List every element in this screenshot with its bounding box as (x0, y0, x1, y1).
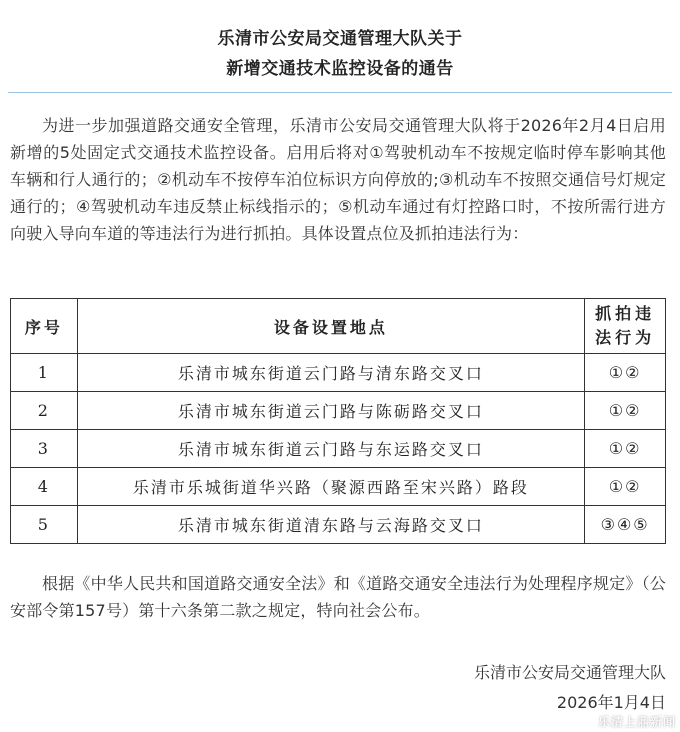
table-row (11, 354, 666, 392)
header-captured-violations (585, 299, 666, 354)
table-row (11, 430, 666, 468)
row-location: 乐清市乐城街道华兴路（聚源西路至宋兴路）路段 (77, 468, 585, 506)
source-watermark: 乐清上鼎新闻 (597, 715, 676, 729)
row-location: 乐清市城东街道云门路与陈砺路交叉口 (77, 392, 585, 430)
table-row (11, 468, 666, 506)
header-device-location: 设备设置地点 (77, 299, 585, 354)
intro-paragraph: 为进一步加强道路交通安全管理，乐清市公安局交通管理大队将于2026年2月4日启用新增的5处固定式交通技术监控设备。启用后将对①驾驶机动车不按规定临时停车影响其他车辆和行人通行的；②机动车不按停车泊位标识方向停放的;③机动车不按照交通信号灯规定通行的；④驾驶机动车违反禁止标线指示的；⑤机动车通过有灯控路口时，不按所需行进方向驶入导向车道的等违法行为进行抓拍。具体设置点位及抓拍违法行为： (10, 116, 666, 243)
table-row (11, 506, 666, 544)
header-acts-line-2: 法行为 (595, 328, 656, 347)
row-location: 乐清市城东街道云门路与清东路交叉口 (77, 354, 585, 392)
header-acts-line-1: 抓拍违 (595, 304, 656, 323)
row-serial-number: 1 (11, 354, 78, 392)
table-header-row (11, 299, 666, 354)
title-line-2: 新增交通技术监控设备的通告 (226, 59, 454, 79)
row-violations: ①② (585, 430, 666, 468)
row-violations: ①② (585, 468, 666, 506)
device-location-table (10, 298, 666, 544)
row-location: 乐清市城东街道云门路与东运路交叉口 (77, 430, 585, 468)
row-serial-number: 3 (11, 430, 78, 468)
title-line-1: 乐清市公安局交通管理大队关于 (217, 29, 463, 49)
table-row (11, 392, 666, 430)
row-serial-number: 4 (11, 468, 78, 506)
row-violations: ①② (585, 354, 666, 392)
legal-basis-paragraph: 根据《中华人民共和国道路交通安全法》和《道路交通安全违法行为处理程序规定》（公安部令第157号）第十六条第二款之规定，特向社会公布。 (10, 574, 666, 620)
row-violations: ③④⑤ (585, 506, 666, 544)
header-serial-number: 序号 (11, 299, 78, 354)
row-serial-number: 2 (11, 392, 78, 430)
row-location: 乐清市城东街道清东路与云海路交叉口 (77, 506, 585, 544)
notice-title (0, 24, 680, 84)
title-divider (8, 92, 672, 93)
row-violations: ①② (585, 392, 666, 430)
signature-organization: 乐清市公安局交通管理大队 (473, 663, 666, 682)
signature-date: 2026年1月4日 (556, 693, 666, 712)
row-serial-number: 5 (11, 506, 78, 544)
